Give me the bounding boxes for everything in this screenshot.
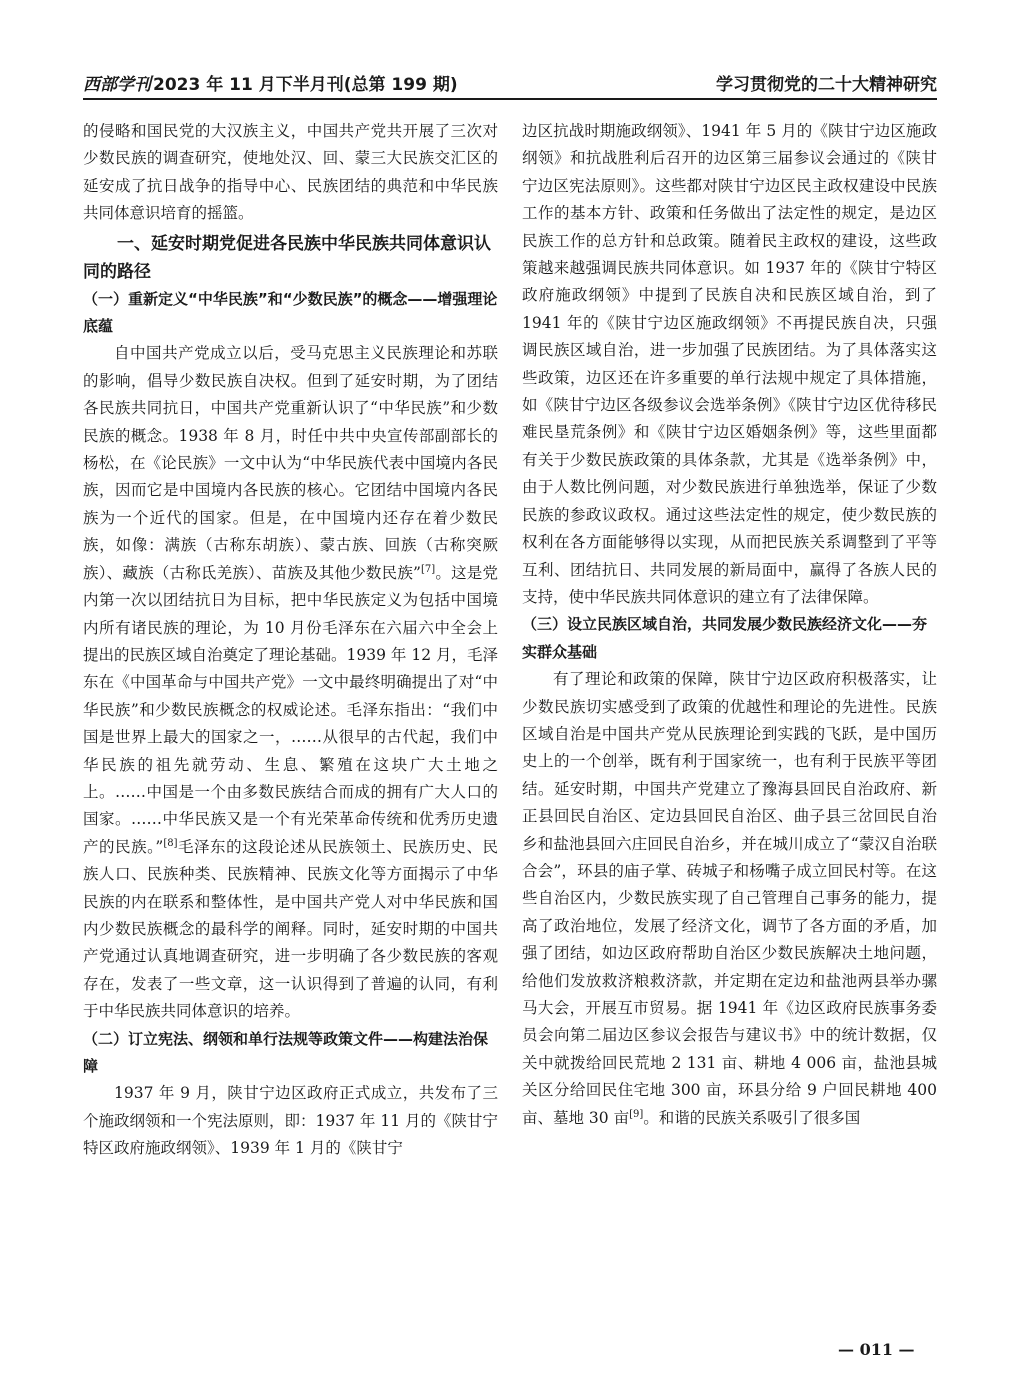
paragraph-text: 毛泽东的这段论述从民族领土、民族历史、民族人口、民族种类、民族精神、民族文化等方面揭示了中华民族的内在联系和整体性，是中国共产党人对中华民族和国内少数民族概念的最科学的阐释。同时，延安时期的中国共产党通过认真地调查研究，进一步明确了各少数民族的客观存在，发表了一些文章，这一认识得到了普遍的认同，有利于中华民族共同体意识的培养。 [83, 837, 498, 1021]
left-column [83, 118, 498, 1163]
running-header [83, 66, 937, 100]
section-heading: 一、延安时期党促进各民族中华民族共同体意识认同的路径 [83, 233, 491, 282]
citation-ref: [8] [163, 837, 178, 849]
paragraph [522, 666, 937, 1132]
journal-logo: 西部学刊 [83, 75, 151, 95]
issue-info: 2023 年 11 月下半月刊(总第 199 期) [153, 75, 458, 95]
section-title: 学习贯彻党的二十大精神研究 [716, 75, 937, 95]
paragraph: 1937 年 9 月，陕甘宁边区政府正式成立，共发布了三个施政纲领和一个宪法原则，即：1937 年 11 月的《陕甘宁特区政府施政纲领》、1939 年 1 月的《陕甘宁 [83, 1084, 498, 1158]
paragraph: 边区抗战时期施政纲领》、1941 年 5 月的《陕甘宁边区施政纲领》和抗战胜利后召开的边区第三届参议会通过的《陕甘宁边区宪法原则》。这些都对陕甘宁边区民主政权建设中民族工作的基本方针、政策和任务做出了法定性的规定，是边区民族工作的总方针和总政策。随着民主政权的建设，这些政策越来越强调民族共同体意识。如 1937 年的《陕甘宁特区政府施政纲领》中提到了民族自决和民族区域自治，到了 1941 年的《陕甘宁边区施政纲领》不再提民族自决，只强调民族区域自治，进一步加强了民族团结。为了具体落实这些政策，边区还在许多重要的单行法规中规定了具体措施，如《陕甘宁边区各级参议会选举条例》《陕甘宁边区优待移民难民垦荒条例》和《陕甘宁边区婚姻条例》等，这些里面都有关于少数民族政策的具体条款，尤其是《选举条例》中，由于人数比例问题，对少数民族进行单独选举，保证了少数民族的参政议政权。通过这些法定性的规定，使少数民族的权利在各方面能够得以实现，从而把民族关系调整到了平等互利、团结抗日、共同发展的新局面中，赢得了各族人民的支持，使中华民族共同体意识的建立有了法律保障。 [522, 122, 937, 606]
paragraph: 的侵略和国民党的大汉族主义，中国共产党共开展了三次对少数民族的调查研究，使地处汉、回、蒙三大民族交汇区的延安成了抗日战争的指导中心、民族团结的典范和中华民族共同体意识培育的摇篮。 [83, 122, 498, 223]
page-number: — 011 — [838, 1340, 915, 1359]
paragraph [83, 340, 498, 1025]
citation-ref: [7] [420, 563, 436, 575]
paragraph-text: 。和谐的民族关系吸引了很多国 [643, 1108, 861, 1127]
subsection-heading: （二）订立宪法、纲领和单行法规等政策文件——构建法治保障 [83, 1029, 489, 1075]
journal-issue-line [83, 70, 458, 95]
citation-ref: [9] [629, 1108, 644, 1120]
subsection-heading: （三）设立民族区域自治，共同发展少数民族经济文化——夯实群众基础 [522, 615, 928, 661]
header-rule [83, 98, 937, 100]
subsection-heading: （一）重新定义“中华民族”和“少数民族”的概念——增强理论底蕴 [83, 289, 498, 336]
paragraph-text: 自中国共产党成立以后，受马克思主义民族理论和苏联的影响，倡导少数民族自决权。但到了延安时期，为了团结各民族共同抗日，中国共产党重新认识了“中华民族”和少数民族的概念。1938 年 8 月，时任中共中央宣传部副部长的杨松，在《论民族》一文中认为“中华民族代表中国境内各民族，因而它是中国境内各民族的核心。它团结中国境内各民族为一个近代的国家。但是，在中国境内还存在着少数民族，如像：满族（古称东胡族）、蒙古族、回族（古称突厥族）、藏族（古称氐羌族）、苗族及其他少数民族” [83, 344, 498, 582]
right-column [522, 118, 937, 1132]
paragraph-text: 。这是党内第一次以团结抗日为目标，把中华民族定义为包括中国境内所有诸民族的理论，为 10 月份毛泽东在六届六中全会上提出的民族区域自治奠定了理论基础。1939 年 12 月，毛泽东在《中国革命与中国共产党》一文中最终明确提出了对“中华民族”和少数民族概念的权威论述。毛泽东指出：“我们中国是世界上最大的国家之一，……从很早的古代起，我们中华民族的祖先就劳动、生息、繁殖在这块广大土地之上。……中国是一个由多数民族结合而成的拥有广大人口的国家。……中华民族又是一个有光荣革命传统和优秀历史遗产的民族。” [83, 563, 498, 856]
paragraph-text: 有了理论和政策的保障，陕甘宁边区政府积极落实，让少数民族切实感受到了政策的优越性和理论的先进性。民族区域自治是中国共产党从民族理论到实践的飞跃，是中国历史上的一个创举，既有利于国家统一，也有利于民族平等团结。延安时期，中国共产党建立了豫海县回民自治政府、新正县回民自治区、定边县回民自治区、曲子县三岔回民自治乡和盐池县回六庄回民自治乡，并在城川成立了“蒙汉自治联合会”，环县的庙子掌、砖城子和杨嘴子成立回民村等。在这些自治区内，少数民族实现了自己管理自己事务的能力，提高了政治地位，发展了经济文化，调节了各方面的矛盾，加强了团结，如边区政府帮助自治区少数民族解决土地问题，给他们发放救济粮救济款，并定期在定边和盐池两县举办骡马大会，开展互市贸易。据 1941 年《边区政府民族事务委员会向第二届边区参议会报告与建议书》中的统计数据，仅关中就拨给回民荒地 2 131 亩、耕地 4 006 亩，盐池县城关区分给回民住宅地 300 亩，环县分给 9 户回民耕地 400 亩、墓地 30 亩 [522, 670, 937, 1127]
